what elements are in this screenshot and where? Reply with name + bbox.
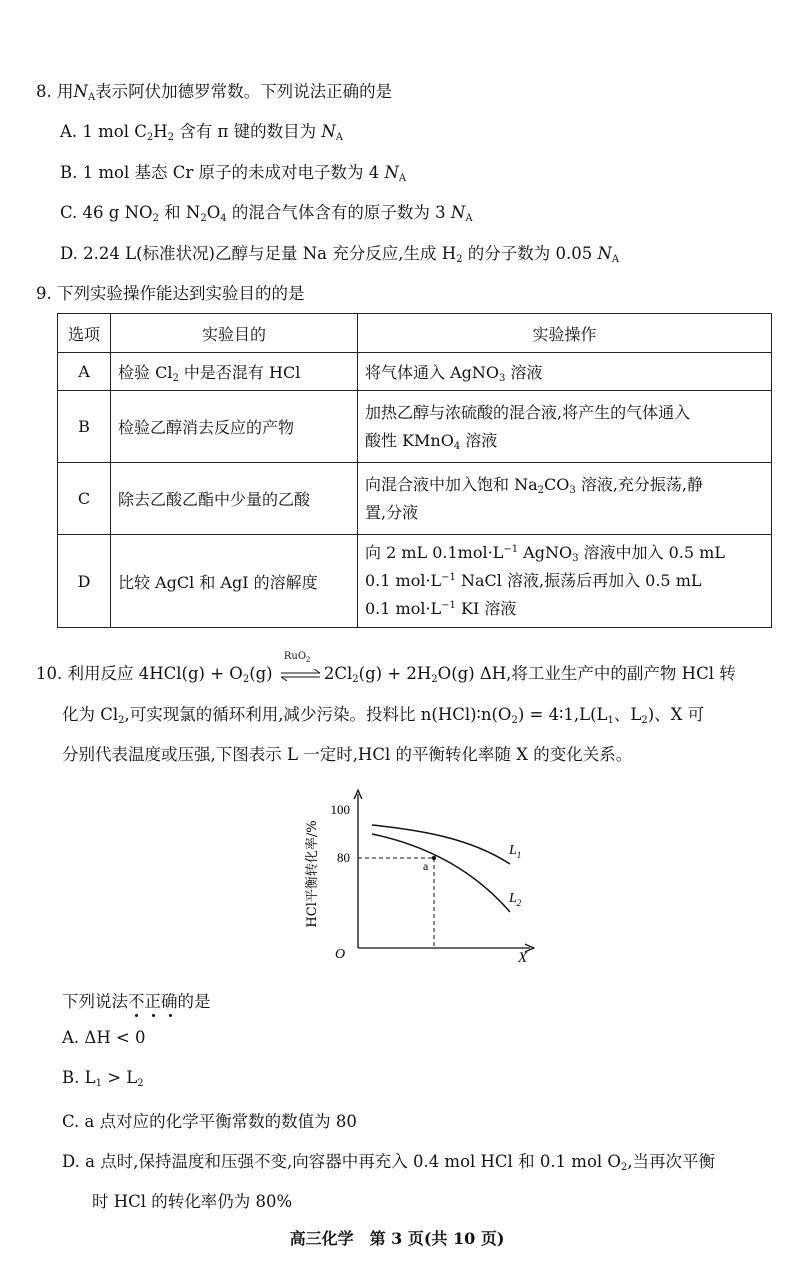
table-row [58, 535, 772, 628]
q10-option-d-cont: 时 HCl 的转化率仍为 80% [92, 1192, 293, 1211]
q8-option-d: D. 2.24 L(标准状况)乙醇与足量 Na 充分反应,生成 $H_2$ 的分子数为 0.05 $N_A$ [60, 244, 620, 265]
q10-stem-line2: 化为 $Cl_2$,可实现氯的循环利用,减少污染。投料比 $n(HCl)∶n(O_2)$ = $4∶1,L(L_1$、$L_2$)、X 可 [62, 705, 705, 726]
row-operation: 将气体通入 AgNO$_3$ 溶液 [358, 353, 772, 391]
row-purpose: 除去乙酸乙酯中少量的乙酸 [111, 463, 358, 535]
origin-label: O [334, 947, 346, 962]
row-option: D [58, 535, 111, 628]
q8-option-a: A. 1 mol $C_2H_2$ 含有 π 键的数目为 $N_A$ [60, 122, 344, 143]
q10-option-d: D. a 点时,保持温度和压强不变,向容器中再充入 0.4 mol HCl 和 0.1 mol $O_2$,当再次平衡 [62, 1152, 716, 1173]
row-operation: 向混合液中加入饱和 $Na_2CO_3$ 溶液,充分振荡,静 置,分液 [358, 463, 772, 535]
equilibrium-arrow [278, 651, 324, 683]
q8-option-b: B. 1 mol 基态 Cr 原子的未成对电子数为 4 $N_A$ [60, 163, 407, 184]
header-purpose: 实验目的 [111, 314, 358, 353]
row-operation: 向 2 mL $0.1mol\cdot L^{-1}$ AgNO$_3$ 溶液中加入 0.5 mL 0.1 $mol\cdot L^{-1}$ NaCl 溶液,振荡后再加入 0.5 mL 0.1 $mol\cdot L^{-1}$ KI 溶液 [358, 535, 772, 628]
q10-stem-line3: 分别代表温度或压强,下图表示 L 一定时,HCl 的平衡转化率随 X 的变化关系。 [62, 745, 633, 764]
experiment-table [57, 313, 772, 628]
y-axis-label: HCl平衡转化率/% [305, 820, 320, 928]
conversion-chart [300, 788, 540, 974]
q10-stem-line1: 10. 利用反应 $4HCl(g) + O_2(g)$ RuO$_2$ $2Cl_2(g) + 2H_2O(g)$ ΔH,将工业生产中的副产物 HCl 转 [36, 651, 736, 685]
emphasis-not-correct: 不正确 [128, 992, 178, 1011]
row-option: C [58, 463, 111, 535]
legend-l2: $L_2$ [509, 891, 522, 908]
table-row [58, 353, 772, 391]
y-tick-80: 80 [337, 850, 350, 865]
legend-l1: $L_1$ [509, 843, 522, 860]
row-operation: 加热乙醇与浓硫酸的混合液,将产生的气体通入 酸性 KMnO$_4$ 溶液 [358, 391, 772, 463]
y-tick-100: 100 [330, 802, 350, 817]
row-purpose: 检验乙醇消去反应的产物 [111, 391, 358, 463]
q8-option-c: C. 46 g $NO_2$ 和 $N_2O_4$ 的混合气体含有的原子数为 3 $N_A$ [60, 203, 473, 224]
q10-option-a: A. ΔH < 0 [62, 1028, 146, 1047]
row-purpose: 比较 AgCl 和 AgI 的溶解度 [111, 535, 358, 628]
q10-option-c: C. a 点对应的化学平衡常数的数值为 80 [62, 1112, 357, 1131]
point-a [432, 856, 436, 860]
x-axis-label: X [518, 950, 528, 966]
q8-stem: 8. 用$N_A$表示阿伏加德罗常数。下列说法正确的是 [36, 82, 393, 103]
row-purpose: 检验 $Cl_2$ 中是否混有 HCl [111, 353, 358, 391]
q10-option-b: B. $L_1 > L_2$ [62, 1068, 144, 1089]
header-option: 选项 [58, 314, 111, 353]
table-header-row [58, 314, 772, 353]
catalyst-label: RuO$_2$ [283, 651, 311, 664]
q10-question: 下列说法不正确 的是 [62, 988, 211, 1012]
row-option: B [58, 391, 111, 463]
header-operation: 实验操作 [358, 314, 772, 353]
point-a-label: a [423, 859, 429, 873]
row-option: A [58, 353, 111, 391]
q9-stem: 9. 下列实验操作能达到实验目的的是 [36, 284, 305, 303]
page-footer: 高三化学 第 3 页(共 10 页) [289, 1229, 505, 1248]
table-row [58, 463, 772, 535]
equilibrium-arrow-icon [280, 669, 322, 681]
curve-l2 [372, 834, 510, 912]
table-row [58, 391, 772, 463]
